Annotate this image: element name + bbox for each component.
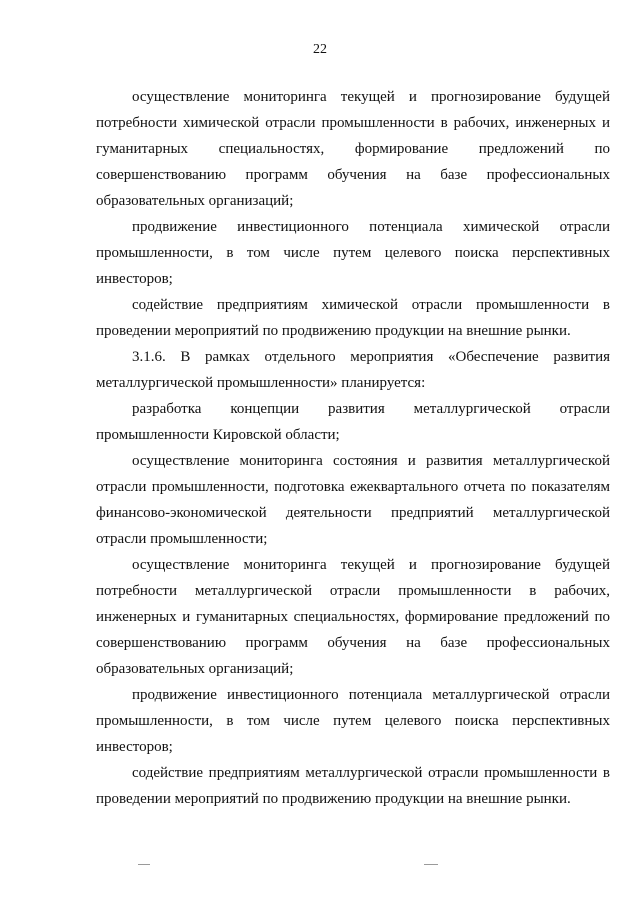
paragraph-chem-export: содействие предприятиям химической отрасли промышленности в проведении мероприятий по продвижению продукции на внешние рынки. [96, 297, 610, 339]
paragraph-chem-investment: продвижение инвестиционного потенциала химической отрасли промышленности, в том числе путем целевого поиска перспективных инвесторов; [96, 219, 610, 287]
scan-mark-right [424, 864, 438, 865]
paragraph-metal-concept: разработка концепции развития металлургической отрасли промышленности Кировской области; [96, 401, 610, 443]
paragraph-metal-state-monitoring: осуществление мониторинга состояния и развития металлургической отрасли промышленности, подготовка ежеквартального отчета по показателям финансово-экономической деятельности предприятий металлургической отрасли промышленности; [96, 453, 610, 547]
paragraph-metal-investment: продвижение инвестиционного потенциала металлургической отрасли промышленности, в том числе путем целевого поиска перспективных инвесторов; [96, 687, 610, 755]
paragraph-section-3-1-6: 3.1.6. В рамках отдельного мероприятия «Обеспечение развития металлургической промышленности» планируется: [96, 349, 610, 391]
scan-mark-left [138, 864, 150, 865]
document-body [96, 84, 610, 812]
paragraph-metal-export: содействие предприятиям металлургической отрасли промышленности в проведении мероприятий по продвижению продукции на внешние рынки. [96, 765, 610, 807]
paragraph-chem-monitoring: осуществление мониторинга текущей и прогнозирование будущей потребности химической отрасли промышленности в рабочих, инженерных и гуманитарных специальностях, формирование предложений по совершенствованию программ обучения на базе профессиональных образовательных организаций; [96, 89, 610, 209]
paragraph-metal-staff-monitoring: осуществление мониторинга текущей и прогнозирование будущей потребности металлургической отрасли промышленности в рабочих, инженерных и гуманитарных специальностях, формирование предложений по совершенствованию программ обучения на базе профессиональных образовательных организаций; [96, 557, 610, 677]
page-number: 22 [313, 42, 327, 57]
